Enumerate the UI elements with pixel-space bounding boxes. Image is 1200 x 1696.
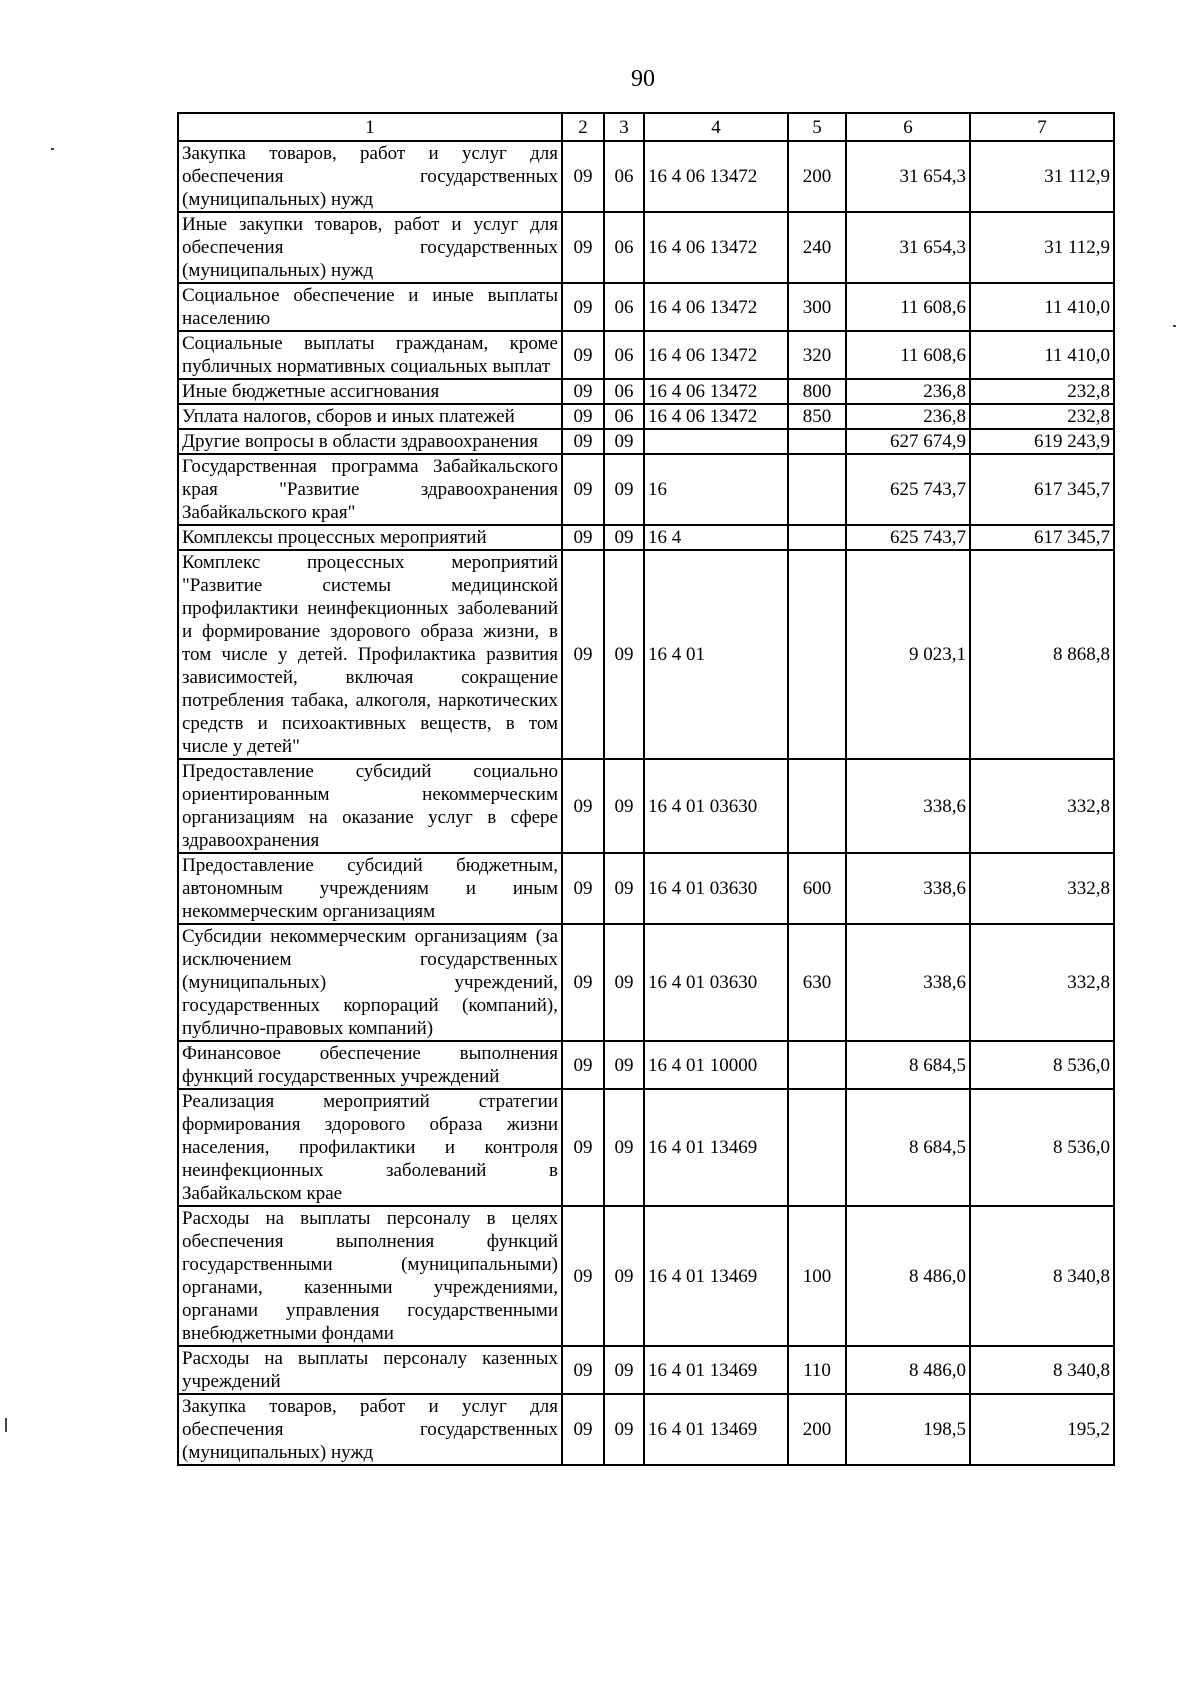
- cell-amount-year-2: 232,8: [970, 404, 1114, 429]
- table-row: [178, 1089, 1114, 1206]
- cell-name: Другие вопросы в области здравоохранения: [178, 429, 562, 454]
- cell-target-article: 16 4 01 13469: [644, 1346, 788, 1394]
- table-row: [178, 1041, 1114, 1089]
- cell-target-article: 16 4 01: [644, 550, 788, 759]
- header-col-2: 2: [562, 113, 604, 141]
- cell-expense-type: [788, 759, 846, 853]
- cell-amount-year-1: 625 743,7: [846, 525, 970, 550]
- cell-expense-type: [788, 550, 846, 759]
- cell-name: Предоставление субсидий бюджетным, автономным учреждениям и иным некоммерческим организациям: [178, 853, 562, 924]
- cell-name: Закупка товаров, работ и услуг для обеспечения государственных (муниципальных) нужд: [178, 141, 562, 212]
- cell-target-article: 16 4 01 13469: [644, 1089, 788, 1206]
- cell-amount-year-2: 8 536,0: [970, 1041, 1114, 1089]
- cell-amount-year-1: 236,8: [846, 379, 970, 404]
- cell-amount-year-2: 332,8: [970, 853, 1114, 924]
- cell-amount-year-1: 31 654,3: [846, 212, 970, 283]
- cell-amount-year-2: 8 340,8: [970, 1346, 1114, 1394]
- cell-amount-year-1: 11 608,6: [846, 283, 970, 331]
- cell-amount-year-2: 617 345,7: [970, 525, 1114, 550]
- cell-amount-year-2: 617 345,7: [970, 454, 1114, 525]
- cell-target-article: 16 4 06 13472: [644, 379, 788, 404]
- page-number: 90: [631, 66, 655, 92]
- cell-section: 09: [562, 1346, 604, 1394]
- table-row: [178, 550, 1114, 759]
- table-row: [178, 283, 1114, 331]
- cell-expense-type: [788, 1089, 846, 1206]
- cell-amount-year-2: 332,8: [970, 759, 1114, 853]
- header-row: [178, 113, 1114, 141]
- budget-table: [177, 112, 1115, 1466]
- cell-section: 09: [562, 404, 604, 429]
- table-row: [178, 379, 1114, 404]
- cell-section: 09: [562, 141, 604, 212]
- cell-name: Государственная программа Забайкальского края "Развитие здравоохранения Забайкальского края": [178, 454, 562, 525]
- cell-amount-year-1: 236,8: [846, 404, 970, 429]
- cell-section: 09: [562, 283, 604, 331]
- cell-name: Субсидии некоммерческим организациям (за исключением государственных (муниципальных) учреждений, государственных корпораций (компаний), публично-правовых компаний): [178, 924, 562, 1041]
- cell-amount-year-1: 8 486,0: [846, 1206, 970, 1346]
- cell-section: 09: [562, 379, 604, 404]
- cell-target-article: 16 4 01 03630: [644, 924, 788, 1041]
- cell-target-article: 16 4 01 03630: [644, 759, 788, 853]
- cell-amount-year-1: 338,6: [846, 853, 970, 924]
- cell-amount-year-1: 627 674,9: [846, 429, 970, 454]
- cell-amount-year-2: 332,8: [970, 924, 1114, 1041]
- cell-amount-year-2: 11 410,0: [970, 331, 1114, 379]
- cell-section: 09: [562, 550, 604, 759]
- cell-subsection: 09: [604, 853, 644, 924]
- cell-section: 09: [562, 853, 604, 924]
- cell-amount-year-2: 232,8: [970, 379, 1114, 404]
- cell-subsection: 06: [604, 404, 644, 429]
- cell-expense-type: [788, 429, 846, 454]
- cell-amount-year-1: 8 684,5: [846, 1041, 970, 1089]
- table-row: [178, 1206, 1114, 1346]
- cell-amount-year-2: 11 410,0: [970, 283, 1114, 331]
- cell-subsection: 09: [604, 1394, 644, 1465]
- cell-amount-year-2: 195,2: [970, 1394, 1114, 1465]
- cell-amount-year-2: 619 243,9: [970, 429, 1114, 454]
- header-col-6: 6: [846, 113, 970, 141]
- cell-target-article: 16 4 01 13469: [644, 1206, 788, 1346]
- table-row: [178, 454, 1114, 525]
- cell-section: 09: [562, 212, 604, 283]
- cell-expense-type: 600: [788, 853, 846, 924]
- cell-name: Иные бюджетные ассигнования: [178, 379, 562, 404]
- cell-name: Социальные выплаты гражданам, кроме публичных нормативных социальных выплат: [178, 331, 562, 379]
- cell-section: 09: [562, 331, 604, 379]
- cell-name: Комплексы процессных мероприятий: [178, 525, 562, 550]
- cell-amount-year-2: 8 868,8: [970, 550, 1114, 759]
- cell-expense-type: 100: [788, 1206, 846, 1346]
- cell-target-article: 16 4: [644, 525, 788, 550]
- cell-expense-type: [788, 525, 846, 550]
- cell-name: Социальное обеспечение и иные выплаты населению: [178, 283, 562, 331]
- cell-expense-type: 200: [788, 141, 846, 212]
- cell-amount-year-1: 9 023,1: [846, 550, 970, 759]
- cell-section: 09: [562, 429, 604, 454]
- cell-section: 09: [562, 924, 604, 1041]
- cell-subsection: 09: [604, 429, 644, 454]
- cell-target-article: 16 4 06 13472: [644, 404, 788, 429]
- cell-target-article: 16 4 06 13472: [644, 141, 788, 212]
- scan-mark: [5, 1418, 7, 1432]
- cell-section: 09: [562, 759, 604, 853]
- table-row: [178, 1346, 1114, 1394]
- cell-amount-year-1: 338,6: [846, 759, 970, 853]
- table-body: [178, 141, 1114, 1465]
- cell-expense-type: 850: [788, 404, 846, 429]
- cell-name: Расходы на выплаты персоналу в целях обеспечения выполнения функций государственными (муниципальными) органами, казенными учреждениями, органами управления государственными внебюджетными фондами: [178, 1206, 562, 1346]
- cell-section: 09: [562, 1041, 604, 1089]
- table-row: [178, 853, 1114, 924]
- cell-name: Закупка товаров, работ и услуг для обеспечения государственных (муниципальных) нужд: [178, 1394, 562, 1465]
- cell-amount-year-2: 8 340,8: [970, 1206, 1114, 1346]
- header-col-7: 7: [970, 113, 1114, 141]
- table-row: [178, 404, 1114, 429]
- cell-subsection: 06: [604, 379, 644, 404]
- cell-subsection: 09: [604, 759, 644, 853]
- cell-section: 09: [562, 1206, 604, 1346]
- cell-target-article: [644, 429, 788, 454]
- cell-expense-type: 240: [788, 212, 846, 283]
- cell-amount-year-2: 8 536,0: [970, 1089, 1114, 1206]
- cell-subsection: 06: [604, 283, 644, 331]
- cell-subsection: 06: [604, 212, 644, 283]
- cell-name: Финансовое обеспечение выполнения функций государственных учреждений: [178, 1041, 562, 1089]
- cell-subsection: 09: [604, 924, 644, 1041]
- cell-amount-year-1: 8 486,0: [846, 1346, 970, 1394]
- cell-name: Реализация мероприятий стратегии формирования здорового образа жизни населения, профилактики и контроля неинфекционных заболеваний в Забайкальском крае: [178, 1089, 562, 1206]
- cell-target-article: 16 4 06 13472: [644, 283, 788, 331]
- table-row: [178, 331, 1114, 379]
- header-col-4: 4: [644, 113, 788, 141]
- cell-amount-year-1: 198,5: [846, 1394, 970, 1465]
- header-col-3: 3: [604, 113, 644, 141]
- cell-name: Уплата налогов, сборов и иных платежей: [178, 404, 562, 429]
- cell-subsection: 09: [604, 1346, 644, 1394]
- header-col-5: 5: [788, 113, 846, 141]
- cell-subsection: 09: [604, 525, 644, 550]
- cell-name: Иные закупки товаров, работ и услуг для обеспечения государственных (муниципальных) нужд: [178, 212, 562, 283]
- scan-mark: [1173, 325, 1176, 327]
- cell-amount-year-1: 338,6: [846, 924, 970, 1041]
- cell-amount-year-2: 31 112,9: [970, 141, 1114, 212]
- cell-subsection: 09: [604, 1089, 644, 1206]
- cell-target-article: 16 4 01 13469: [644, 1394, 788, 1465]
- cell-name: Расходы на выплаты персоналу казенных учреждений: [178, 1346, 562, 1394]
- table-row: [178, 141, 1114, 212]
- cell-target-article: 16 4 06 13472: [644, 212, 788, 283]
- cell-subsection: 09: [604, 550, 644, 759]
- cell-section: 09: [562, 1394, 604, 1465]
- cell-subsection: 06: [604, 141, 644, 212]
- cell-expense-type: 320: [788, 331, 846, 379]
- cell-subsection: 06: [604, 331, 644, 379]
- table-row: [178, 212, 1114, 283]
- cell-section: 09: [562, 454, 604, 525]
- table-row: [178, 429, 1114, 454]
- cell-target-article: 16 4 01 10000: [644, 1041, 788, 1089]
- cell-subsection: 09: [604, 454, 644, 525]
- table-row: [178, 924, 1114, 1041]
- cell-subsection: 09: [604, 1206, 644, 1346]
- cell-amount-year-1: 8 684,5: [846, 1089, 970, 1206]
- cell-amount-year-1: 625 743,7: [846, 454, 970, 525]
- cell-target-article: 16 4 01 03630: [644, 853, 788, 924]
- table-row: [178, 759, 1114, 853]
- cell-expense-type: [788, 1041, 846, 1089]
- cell-target-article: 16: [644, 454, 788, 525]
- cell-expense-type: 800: [788, 379, 846, 404]
- cell-expense-type: 630: [788, 924, 846, 1041]
- table-row: [178, 525, 1114, 550]
- scan-mark: [51, 148, 54, 150]
- cell-name: Комплекс процессных мероприятий "Развитие системы медицинской профилактики неинфекционных заболеваний и формирование здорового образа жизни, в том числе у детей. Профилактика развития зависимостей, включая сокращение потребления табака, алкоголя, наркотических средств и психоактивных веществ, в том числе у детей": [178, 550, 562, 759]
- cell-section: 09: [562, 1089, 604, 1206]
- cell-section: 09: [562, 525, 604, 550]
- cell-expense-type: 110: [788, 1346, 846, 1394]
- cell-expense-type: 300: [788, 283, 846, 331]
- cell-amount-year-2: 31 112,9: [970, 212, 1114, 283]
- cell-subsection: 09: [604, 1041, 644, 1089]
- cell-amount-year-1: 31 654,3: [846, 141, 970, 212]
- cell-expense-type: 200: [788, 1394, 846, 1465]
- cell-amount-year-1: 11 608,6: [846, 331, 970, 379]
- cell-name: Предоставление субсидий социально ориентированным некоммерческим организациям на оказание услуг в сфере здравоохранения: [178, 759, 562, 853]
- header-col-1: 1: [178, 113, 562, 141]
- table-row: [178, 1394, 1114, 1465]
- cell-expense-type: [788, 454, 846, 525]
- cell-target-article: 16 4 06 13472: [644, 331, 788, 379]
